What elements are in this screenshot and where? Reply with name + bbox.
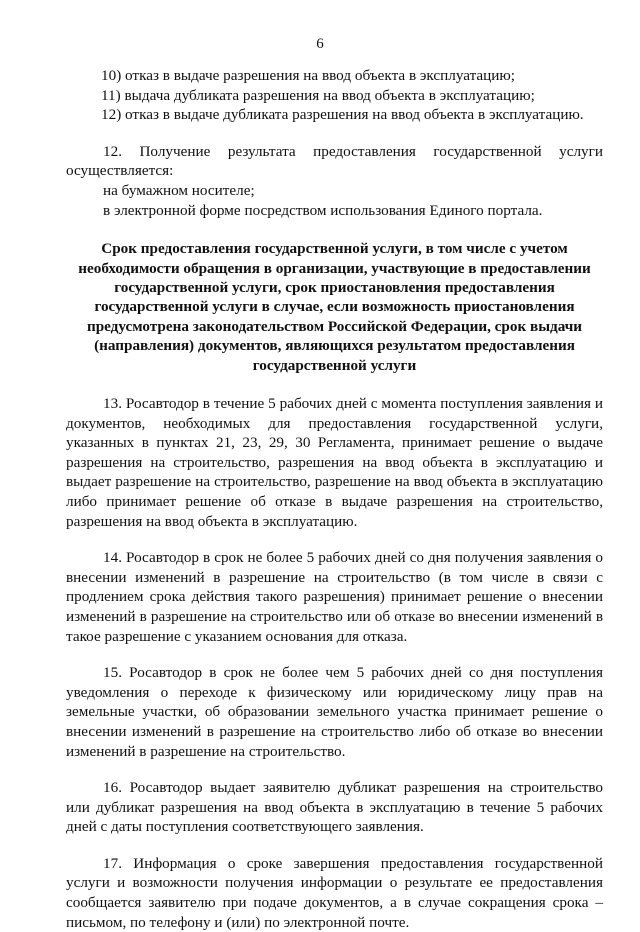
paragraph-15: 15. Росавтодор в срок не более чем 5 рабочих дней со дня поступления уведомления о переходе к физическому или юридическому лицу прав на земельные участки, об образовании земельного участка принимает решение о внесении изменений в разрешение на строительство либо об отказе во внесении изменений в разрешение на строительство. (66, 664, 603, 760)
list-item: 11) выдача дубликата разрешения на ввод объекта в эксплуатацию; (101, 86, 535, 104)
result-option-electronic: в электронной форме посредством использования Единого портала. (103, 201, 543, 219)
section-heading: Срок предоставления государственной услуги, в том числе с учетом необходимости обращения в организации, участвующие в предоставлении государственной услуги, срок приостановления предоставления государственной услуги в случае, если возможность приостановления предусмотрена законодательством Российской Федерации, срок выдачи (направления) документов, являющихся результатом предоставления государственной услуги (78, 240, 591, 374)
result-option-paper: на бумажном носителе; (103, 181, 255, 199)
paragraph-13: 13. Росавтодор в течение 5 рабочих дней с момента поступления заявления и документов, необходимых для предоставления государственной услуги, указанных в пунктах 21, 23, 29, 30 Регламента, принимает решение о выдаче разрешения на строительство, разрешения на ввод объекта в эксплуатацию и выдает разрешение на строительство, разрешение на ввод объекта в эксплуатацию либо принимает решение об отказе в выдаче разрешения на строительство, разрешения на ввод объекта в эксплуатацию. (66, 395, 603, 530)
page-number: 6 (316, 36, 324, 52)
list-item: 10) отказ в выдаче разрешения на ввод объекта в эксплуатацию; (101, 67, 515, 84)
paragraph-16: 16. Росавтодор выдает заявителю дубликат разрешения на строительство или дубликат разрешения на ввод объекта в эксплуатацию в течение 5 рабочих дней с даты поступления соответствующего заявления. (66, 779, 603, 836)
document-body (66, 66, 603, 932)
paragraph-17: 17. Информация о сроке завершения предоставления государственной услуги и возможности получения информации о результате ее предоставления сообщается заявителю при подаче документов, а в случае сокращения срока – письмом, по телефону и (или) по электронной почте. (66, 854, 603, 931)
section-12-intro-continuation: осуществляется: (66, 162, 174, 180)
paragraph-14: 14. Росавтодор в срок не более 5 рабочих дней со дня получения заявления о внесении изменений в разрешение на строительство (в том числе в связи с продлением срока действия такого разрешения) принимает решение о внесении изменений в разрешение на строительство или об отказе во внесении изменений в такое разрешение с указанием основания для отказа. (66, 549, 603, 645)
list-item: 12) отказ в выдаче дубликата разрешения на ввод объекта в эксплуатацию. (101, 106, 584, 124)
section-12-intro: 12. Получение результата предоставления государственной услуги (103, 142, 603, 160)
